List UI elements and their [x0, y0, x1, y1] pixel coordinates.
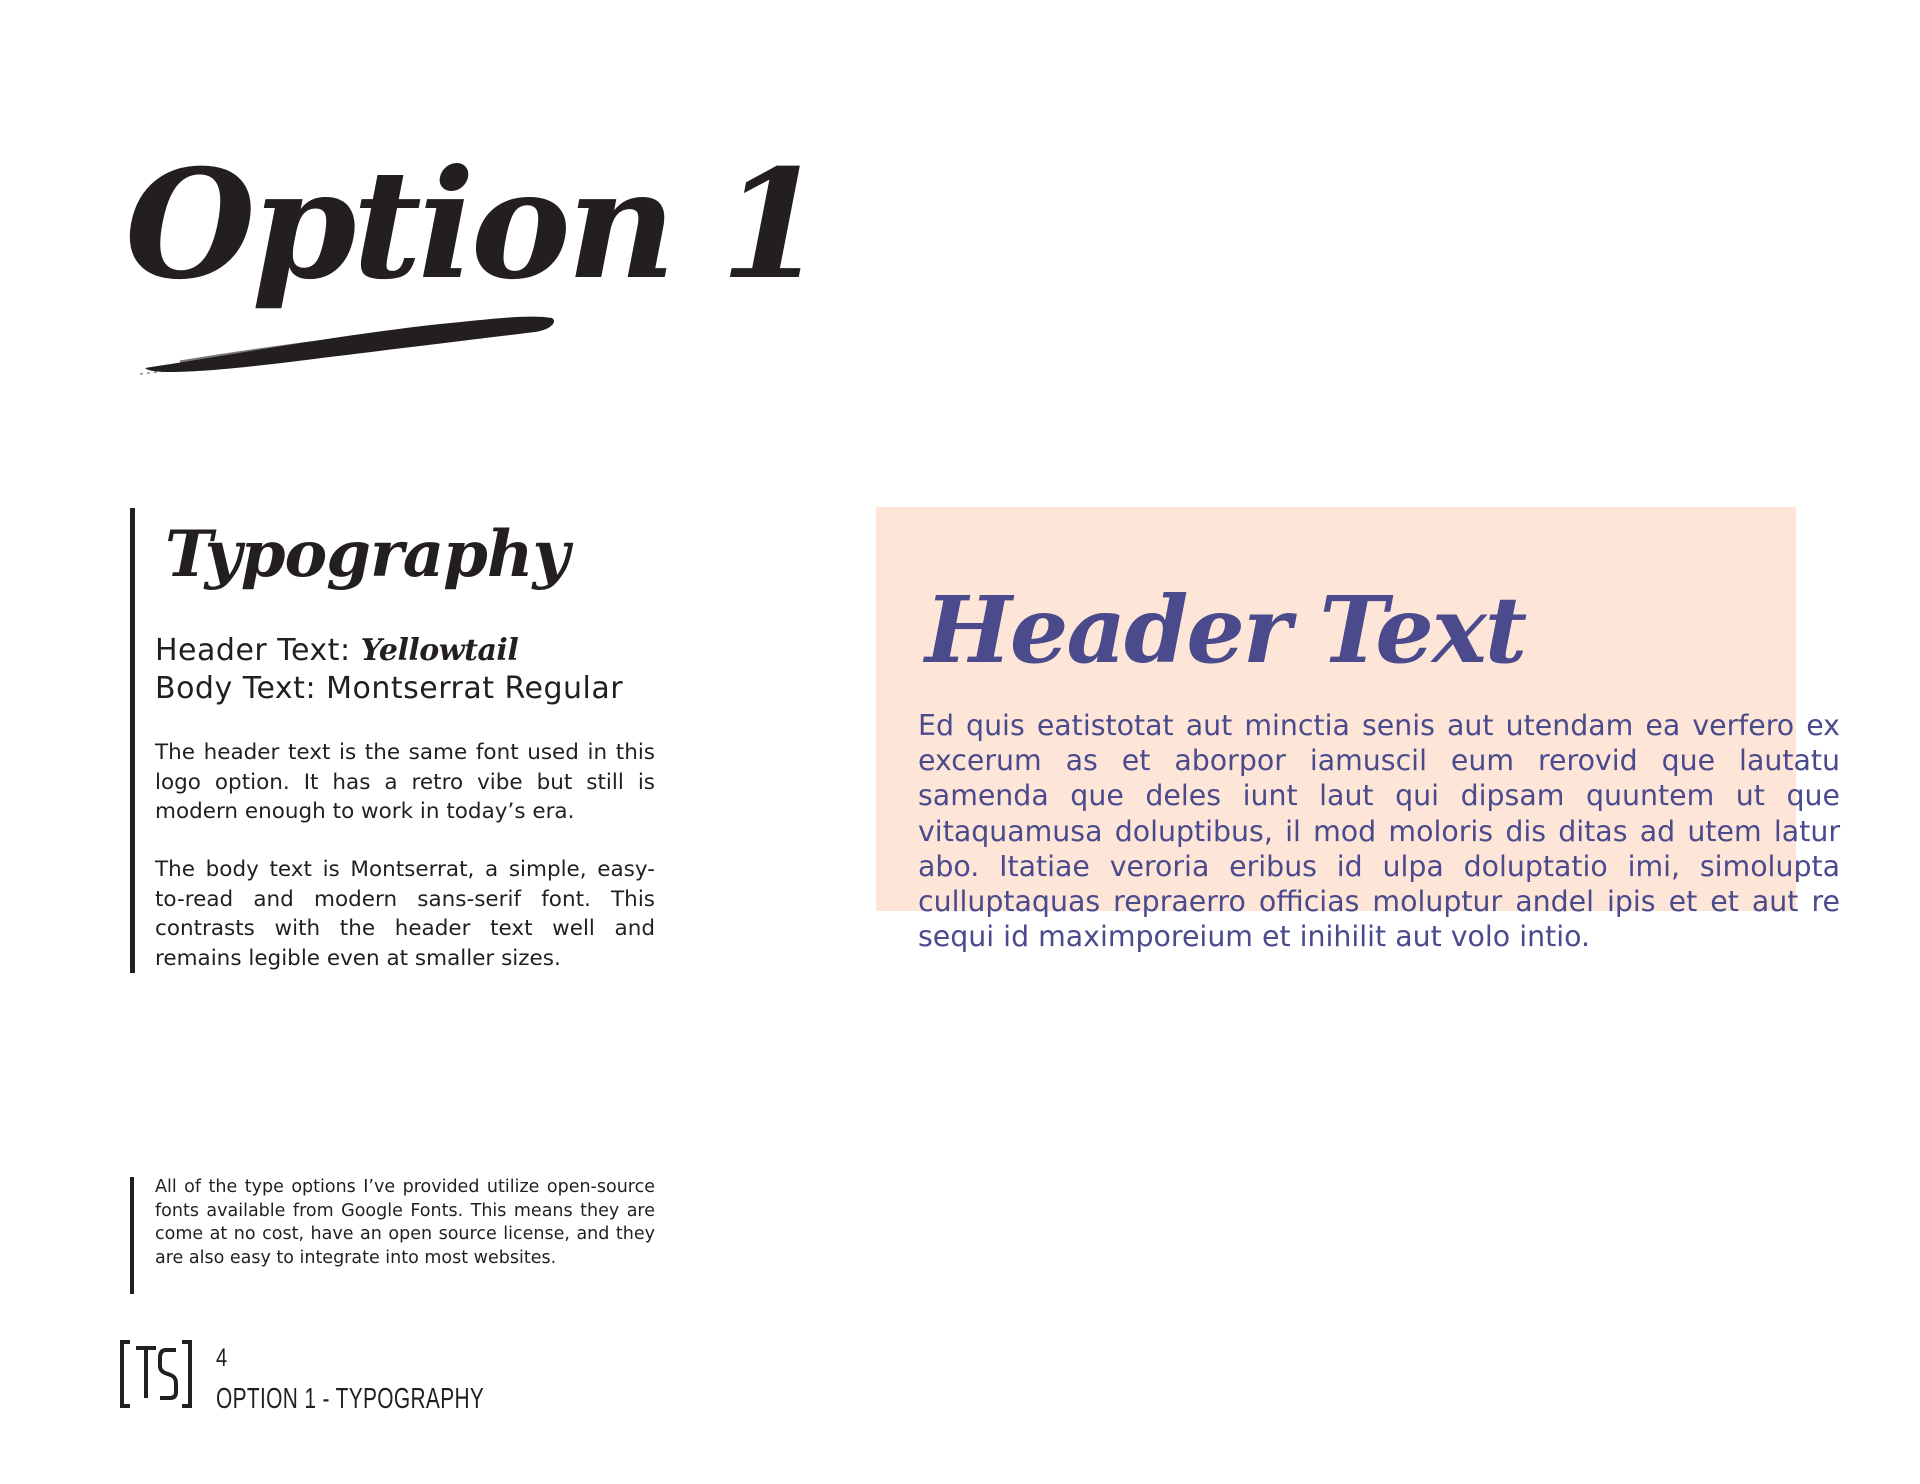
body-font-name: Montserrat Regular: [326, 671, 624, 706]
sample-header-text: Header Text: [925, 576, 1526, 684]
typography-heading: Typography: [165, 517, 569, 592]
body-font-label: Body Text:: [155, 671, 317, 706]
page-title: Option 1: [125, 137, 821, 313]
header-font-label: Header Text:: [155, 633, 351, 668]
body-font-spec: [155, 670, 665, 708]
typography-side-bar: [130, 508, 135, 973]
header-font-name: Yellowtail: [360, 633, 519, 668]
sample-body-text: Ed quis eatistotat aut minctia senis aut utendam ea verfero ex excerum as et aborpor iamuscil eum rerovid que lautatu samenda que deles iunt laut qui dipsam quuntem ut que vitaquamusa doluptibus, il mod moloris dis ditas ad utem latur abo. Itatiae veroria eribus id ulpa doluptatio imi, simolupta culluptaquas repraerro officias moluptur andel ipis et et aut re sequi id maximporeium et inihilit aut volo intio.: [918, 709, 1840, 954]
note-side-bar: [130, 1177, 134, 1294]
header-font-description: The header text is the same font used in this logo option. It has a retro vibe but still is modern enough to work in today’s era.: [155, 740, 655, 824]
body-font-description: The body text is Montserrat, a simple, easy-to-read and modern sans-serif font. This contrasts with the header text well and remains legible even at smaller sizes.: [155, 857, 655, 971]
brush-stroke-decoration: [140, 300, 560, 380]
header-font-spec: [155, 632, 665, 670]
section-title: OPTION 1 - TYPOGRAPHY: [216, 1383, 485, 1415]
google-fonts-note: All of the type options I’ve provided utilize open-source fonts available from Google Fonts. This means they are come at no cost, have an open source license, and they are also easy to integrate into most websites.: [155, 1177, 655, 1268]
page-number: 4: [216, 1344, 228, 1372]
ts-logo: [118, 1338, 196, 1410]
